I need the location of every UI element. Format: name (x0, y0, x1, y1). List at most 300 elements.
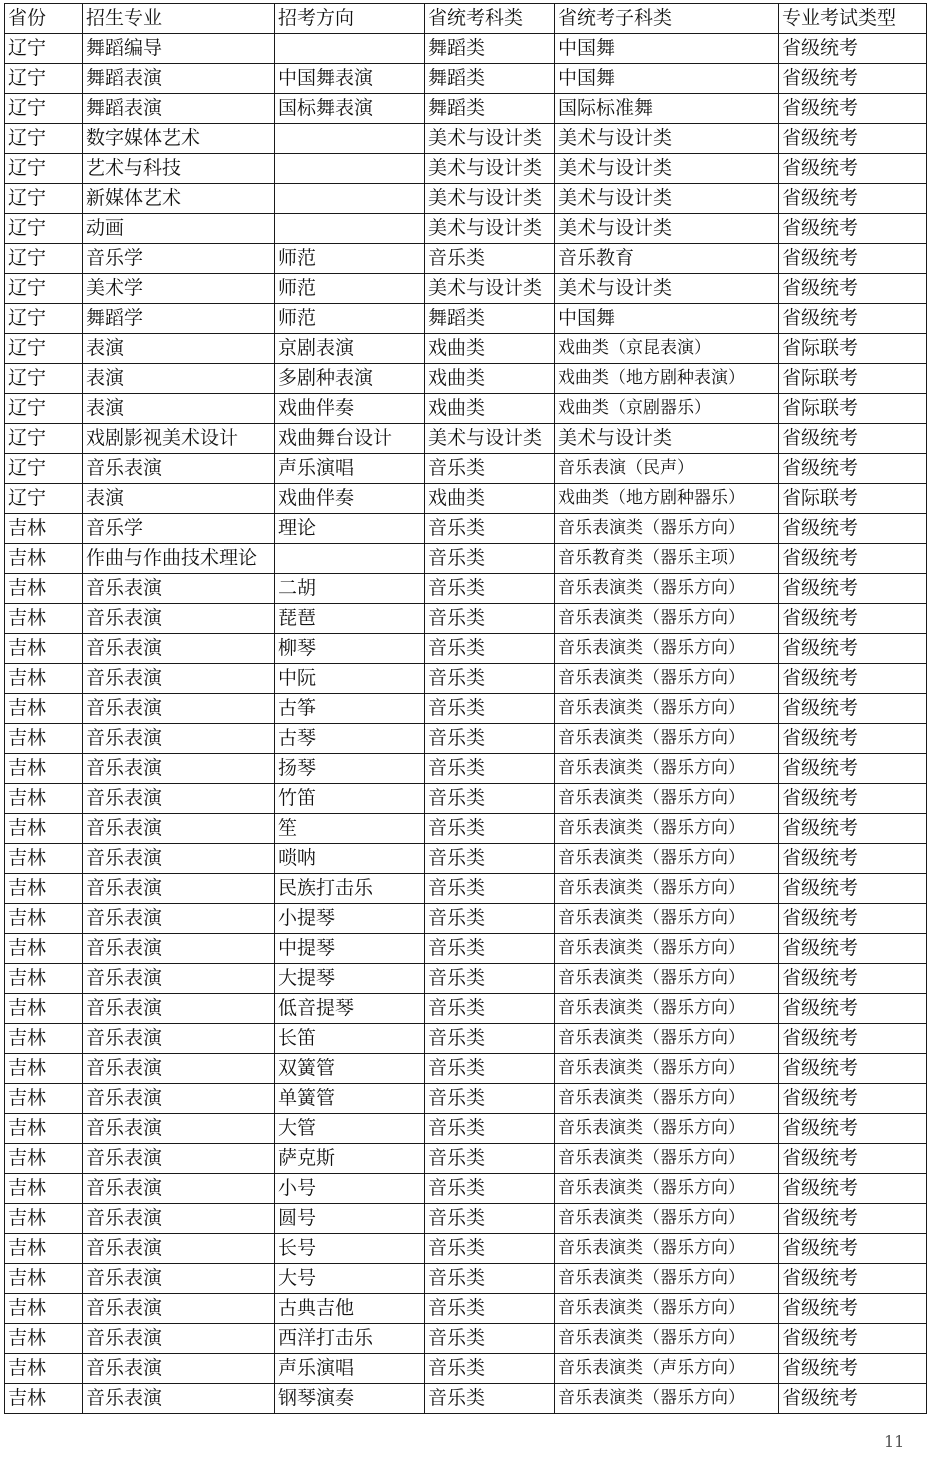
cell-direction: 民族打击乐 (275, 874, 425, 904)
cell-exam-type: 省级统考 (779, 154, 927, 184)
cell-exam-category: 音乐类 (425, 1294, 555, 1324)
cell-province: 辽宁 (5, 304, 83, 334)
cell-province: 吉林 (5, 784, 83, 814)
cell-province: 辽宁 (5, 454, 83, 484)
admissions-table (4, 3, 927, 1414)
cell-direction: 竹笛 (275, 784, 425, 814)
cell-province: 辽宁 (5, 214, 83, 244)
cell-exam-type: 省级统考 (779, 934, 927, 964)
cell-exam-type: 省级统考 (779, 1324, 927, 1354)
cell-exam-subcategory: 美术与设计类 (555, 154, 779, 184)
cell-direction: 双簧管 (275, 1054, 425, 1084)
cell-direction: 长号 (275, 1234, 425, 1264)
cell-major: 音乐表演 (83, 1054, 275, 1084)
cell-exam-category: 音乐类 (425, 904, 555, 934)
table-row (5, 1324, 927, 1354)
cell-exam-subcategory: 国际标准舞 (555, 94, 779, 124)
cell-exam-category: 音乐类 (425, 874, 555, 904)
cell-province: 吉林 (5, 1084, 83, 1114)
cell-exam-category: 音乐类 (425, 514, 555, 544)
cell-major: 音乐学 (83, 244, 275, 274)
cell-direction: 师范 (275, 244, 425, 274)
cell-direction: 圆号 (275, 1204, 425, 1234)
cell-exam-subcategory: 戏曲类（京昆表演） (555, 334, 779, 364)
cell-exam-subcategory: 美术与设计类 (555, 124, 779, 154)
cell-exam-category: 美术与设计类 (425, 424, 555, 454)
cell-province: 吉林 (5, 664, 83, 694)
table-row (5, 1174, 927, 1204)
header-exam-type: 专业考试类型 (779, 4, 927, 34)
cell-province: 吉林 (5, 1204, 83, 1234)
cell-province: 吉林 (5, 1144, 83, 1174)
cell-major: 美术学 (83, 274, 275, 304)
cell-exam-subcategory: 音乐表演类（器乐方向） (555, 844, 779, 874)
header-province: 省份 (5, 4, 83, 34)
cell-exam-category: 音乐类 (425, 1264, 555, 1294)
cell-exam-type: 省级统考 (779, 94, 927, 124)
cell-exam-subcategory: 音乐表演类（器乐方向） (555, 1204, 779, 1234)
cell-major: 新媒体艺术 (83, 184, 275, 214)
cell-direction: 唢呐 (275, 844, 425, 874)
cell-exam-category: 音乐类 (425, 1204, 555, 1234)
cell-exam-type: 省级统考 (779, 184, 927, 214)
cell-province: 吉林 (5, 634, 83, 664)
cell-exam-category: 舞蹈类 (425, 304, 555, 334)
cell-exam-type: 省级统考 (779, 214, 927, 244)
cell-major: 音乐表演 (83, 454, 275, 484)
cell-direction: 大提琴 (275, 964, 425, 994)
cell-exam-category: 音乐类 (425, 1174, 555, 1204)
cell-exam-type: 省级统考 (779, 604, 927, 634)
cell-province: 吉林 (5, 964, 83, 994)
cell-exam-subcategory: 美术与设计类 (555, 424, 779, 454)
cell-province: 辽宁 (5, 94, 83, 124)
cell-exam-category: 音乐类 (425, 634, 555, 664)
cell-direction: 小号 (275, 1174, 425, 1204)
cell-exam-category: 音乐类 (425, 754, 555, 784)
cell-major: 作曲与作曲技术理论 (83, 544, 275, 574)
cell-exam-subcategory: 音乐表演类（器乐方向） (555, 604, 779, 634)
cell-major: 音乐表演 (83, 964, 275, 994)
cell-exam-subcategory: 中国舞 (555, 64, 779, 94)
cell-exam-category: 舞蹈类 (425, 34, 555, 64)
table-row (5, 574, 927, 604)
cell-exam-category: 舞蹈类 (425, 94, 555, 124)
table-row (5, 1294, 927, 1324)
cell-exam-category: 戏曲类 (425, 394, 555, 424)
cell-province: 吉林 (5, 514, 83, 544)
table-row (5, 304, 927, 334)
table-row (5, 1354, 927, 1384)
cell-exam-subcategory: 音乐表演（民声） (555, 454, 779, 484)
cell-exam-type: 省级统考 (779, 694, 927, 724)
cell-major: 舞蹈学 (83, 304, 275, 334)
cell-major: 音乐表演 (83, 694, 275, 724)
table-row (5, 394, 927, 424)
header-exam-subcategory: 省统考子科类 (555, 4, 779, 34)
cell-major: 音乐表演 (83, 1024, 275, 1054)
cell-exam-category: 音乐类 (425, 664, 555, 694)
table-row (5, 724, 927, 754)
cell-direction (275, 34, 425, 64)
cell-exam-type: 省级统考 (779, 124, 927, 154)
cell-province: 吉林 (5, 1324, 83, 1354)
cell-direction: 理论 (275, 514, 425, 544)
cell-exam-category: 舞蹈类 (425, 64, 555, 94)
cell-direction: 小提琴 (275, 904, 425, 934)
cell-exam-type: 省级统考 (779, 1204, 927, 1234)
table-row (5, 214, 927, 244)
header-direction: 招考方向 (275, 4, 425, 34)
table-row (5, 64, 927, 94)
cell-exam-type: 省级统考 (779, 1234, 927, 1264)
cell-exam-type: 省际联考 (779, 364, 927, 394)
table-row (5, 1084, 927, 1114)
cell-province: 吉林 (5, 844, 83, 874)
cell-direction: 国标舞表演 (275, 94, 425, 124)
cell-direction: 声乐演唱 (275, 1354, 425, 1384)
table-row (5, 994, 927, 1024)
table-row (5, 424, 927, 454)
cell-direction: 单簧管 (275, 1084, 425, 1114)
cell-exam-type: 省级统考 (779, 34, 927, 64)
cell-major: 音乐表演 (83, 1234, 275, 1264)
cell-direction (275, 544, 425, 574)
cell-direction: 古典吉他 (275, 1294, 425, 1324)
cell-province: 吉林 (5, 1384, 83, 1414)
cell-exam-category: 音乐类 (425, 784, 555, 814)
cell-exam-category: 美术与设计类 (425, 214, 555, 244)
cell-exam-type: 省级统考 (779, 454, 927, 484)
cell-exam-category: 音乐类 (425, 1054, 555, 1084)
cell-exam-category: 美术与设计类 (425, 274, 555, 304)
cell-province: 辽宁 (5, 34, 83, 64)
table-row (5, 484, 927, 514)
cell-major: 动画 (83, 214, 275, 244)
table-row (5, 544, 927, 574)
cell-exam-category: 音乐类 (425, 934, 555, 964)
cell-direction: 琵琶 (275, 604, 425, 634)
cell-exam-subcategory: 音乐表演类（器乐方向） (555, 574, 779, 604)
cell-exam-subcategory: 音乐表演类（器乐方向） (555, 1324, 779, 1354)
cell-province: 吉林 (5, 1264, 83, 1294)
cell-province: 辽宁 (5, 394, 83, 424)
cell-exam-subcategory: 音乐表演类（器乐方向） (555, 874, 779, 904)
cell-exam-type: 省际联考 (779, 394, 927, 424)
cell-exam-type: 省级统考 (779, 994, 927, 1024)
cell-exam-category: 戏曲类 (425, 484, 555, 514)
cell-exam-type: 省级统考 (779, 304, 927, 334)
cell-province: 辽宁 (5, 334, 83, 364)
cell-major: 音乐表演 (83, 784, 275, 814)
table-row (5, 454, 927, 484)
table-row (5, 514, 927, 544)
cell-major: 音乐表演 (83, 1174, 275, 1204)
cell-exam-type: 省级统考 (779, 1384, 927, 1414)
cell-exam-category: 音乐类 (425, 814, 555, 844)
cell-exam-type: 省级统考 (779, 844, 927, 874)
cell-province: 辽宁 (5, 124, 83, 154)
cell-direction: 大管 (275, 1114, 425, 1144)
cell-exam-type: 省级统考 (779, 814, 927, 844)
cell-exam-type: 省级统考 (779, 424, 927, 454)
cell-province: 辽宁 (5, 424, 83, 454)
cell-province: 吉林 (5, 1054, 83, 1084)
cell-exam-category: 音乐类 (425, 544, 555, 574)
cell-exam-subcategory: 音乐教育 (555, 244, 779, 274)
cell-province: 辽宁 (5, 364, 83, 394)
cell-exam-category: 音乐类 (425, 1114, 555, 1144)
cell-exam-category: 音乐类 (425, 1234, 555, 1264)
cell-major: 音乐表演 (83, 994, 275, 1024)
cell-major: 音乐表演 (83, 1204, 275, 1234)
header-exam-category: 省统考科类 (425, 4, 555, 34)
cell-major: 音乐表演 (83, 1354, 275, 1384)
cell-province: 吉林 (5, 874, 83, 904)
cell-direction: 低音提琴 (275, 994, 425, 1024)
cell-exam-subcategory: 音乐表演类（器乐方向） (555, 1174, 779, 1204)
table-row (5, 1384, 927, 1414)
cell-province: 吉林 (5, 574, 83, 604)
cell-exam-category: 音乐类 (425, 454, 555, 484)
cell-major: 音乐表演 (83, 1264, 275, 1294)
table-row (5, 154, 927, 184)
cell-direction: 西洋打击乐 (275, 1324, 425, 1354)
cell-major: 表演 (83, 334, 275, 364)
table-row (5, 694, 927, 724)
cell-province: 辽宁 (5, 244, 83, 274)
cell-province: 吉林 (5, 1234, 83, 1264)
cell-exam-subcategory: 中国舞 (555, 34, 779, 64)
table-row (5, 844, 927, 874)
cell-major: 音乐表演 (83, 754, 275, 784)
cell-major: 音乐表演 (83, 724, 275, 754)
cell-exam-type: 省级统考 (779, 1264, 927, 1294)
cell-exam-type: 省际联考 (779, 334, 927, 364)
cell-exam-type: 省级统考 (779, 1024, 927, 1054)
cell-province: 吉林 (5, 904, 83, 934)
cell-exam-subcategory: 音乐表演类（器乐方向） (555, 1054, 779, 1084)
table-row (5, 664, 927, 694)
cell-major: 音乐表演 (83, 664, 275, 694)
cell-exam-category: 音乐类 (425, 994, 555, 1024)
cell-exam-subcategory: 音乐表演类（器乐方向） (555, 754, 779, 784)
cell-direction: 中阮 (275, 664, 425, 694)
cell-major: 音乐表演 (83, 1384, 275, 1414)
table-row (5, 964, 927, 994)
cell-exam-category: 戏曲类 (425, 334, 555, 364)
table-row (5, 124, 927, 154)
table-row (5, 904, 927, 934)
cell-exam-type: 省级统考 (779, 784, 927, 814)
cell-direction: 古筝 (275, 694, 425, 724)
cell-exam-type: 省级统考 (779, 1354, 927, 1384)
cell-major: 数字媒体艺术 (83, 124, 275, 154)
table-row (5, 934, 927, 964)
cell-direction: 中国舞表演 (275, 64, 425, 94)
cell-exam-subcategory: 音乐表演类（器乐方向） (555, 904, 779, 934)
table-row (5, 34, 927, 64)
cell-exam-category: 音乐类 (425, 1084, 555, 1114)
cell-exam-category: 音乐类 (425, 1144, 555, 1174)
table-header-row (5, 4, 927, 34)
cell-province: 辽宁 (5, 274, 83, 304)
cell-exam-subcategory: 音乐表演类（器乐方向） (555, 1234, 779, 1264)
cell-exam-type: 省级统考 (779, 1144, 927, 1174)
cell-exam-category: 美术与设计类 (425, 124, 555, 154)
cell-major: 音乐学 (83, 514, 275, 544)
cell-direction (275, 184, 425, 214)
table-row (5, 1204, 927, 1234)
cell-exam-subcategory: 戏曲类（地方剧种器乐） (555, 484, 779, 514)
table-row (5, 814, 927, 844)
cell-province: 吉林 (5, 1174, 83, 1204)
table-row (5, 604, 927, 634)
table-row (5, 874, 927, 904)
cell-exam-type: 省级统考 (779, 274, 927, 304)
cell-major: 舞蹈表演 (83, 94, 275, 124)
cell-exam-subcategory: 音乐表演类（器乐方向） (555, 1294, 779, 1324)
cell-direction: 萨克斯 (275, 1144, 425, 1174)
cell-direction: 二胡 (275, 574, 425, 604)
cell-major: 音乐表演 (83, 874, 275, 904)
cell-direction: 钢琴演奏 (275, 1384, 425, 1414)
cell-exam-subcategory: 音乐表演类（器乐方向） (555, 514, 779, 544)
cell-province: 吉林 (5, 724, 83, 754)
cell-exam-type: 省级统考 (779, 514, 927, 544)
cell-direction (275, 214, 425, 244)
cell-exam-subcategory: 音乐表演类（器乐方向） (555, 1384, 779, 1414)
cell-exam-type: 省级统考 (779, 1084, 927, 1114)
cell-major: 表演 (83, 394, 275, 424)
cell-province: 辽宁 (5, 64, 83, 94)
table-row (5, 1054, 927, 1084)
cell-exam-category: 音乐类 (425, 964, 555, 994)
cell-exam-category: 音乐类 (425, 1354, 555, 1384)
cell-direction: 师范 (275, 274, 425, 304)
cell-direction: 笙 (275, 814, 425, 844)
cell-exam-subcategory: 音乐表演类（器乐方向） (555, 784, 779, 814)
cell-exam-subcategory: 音乐教育类（器乐主项） (555, 544, 779, 574)
cell-exam-subcategory: 音乐表演类（声乐方向） (555, 1354, 779, 1384)
cell-major: 音乐表演 (83, 1084, 275, 1114)
cell-province: 吉林 (5, 544, 83, 574)
cell-exam-type: 省级统考 (779, 904, 927, 934)
cell-major: 音乐表演 (83, 1294, 275, 1324)
cell-major: 戏剧影视美术设计 (83, 424, 275, 454)
cell-major: 表演 (83, 364, 275, 394)
cell-exam-subcategory: 中国舞 (555, 304, 779, 334)
cell-direction: 中提琴 (275, 934, 425, 964)
cell-direction: 多剧种表演 (275, 364, 425, 394)
cell-exam-subcategory: 音乐表演类（器乐方向） (555, 964, 779, 994)
cell-direction: 古琴 (275, 724, 425, 754)
table-row (5, 274, 927, 304)
cell-exam-category: 音乐类 (425, 724, 555, 754)
cell-major: 舞蹈表演 (83, 64, 275, 94)
cell-exam-type: 省级统考 (779, 874, 927, 904)
cell-exam-subcategory: 音乐表演类（器乐方向） (555, 1264, 779, 1294)
cell-exam-type: 省级统考 (779, 1294, 927, 1324)
cell-province: 吉林 (5, 604, 83, 634)
cell-province: 吉林 (5, 694, 83, 724)
table-row (5, 754, 927, 784)
cell-direction (275, 154, 425, 184)
table-row (5, 1144, 927, 1174)
cell-major: 音乐表演 (83, 1114, 275, 1144)
cell-province: 辽宁 (5, 184, 83, 214)
table-row (5, 634, 927, 664)
cell-exam-subcategory: 音乐表演类（器乐方向） (555, 934, 779, 964)
cell-exam-subcategory: 音乐表演类（器乐方向） (555, 994, 779, 1024)
cell-direction: 戏曲伴奏 (275, 394, 425, 424)
cell-major: 艺术与科技 (83, 154, 275, 184)
cell-exam-type: 省级统考 (779, 634, 927, 664)
cell-major: 音乐表演 (83, 1144, 275, 1174)
cell-exam-category: 音乐类 (425, 694, 555, 724)
cell-exam-subcategory: 音乐表演类（器乐方向） (555, 724, 779, 754)
page-number: 11 (884, 1432, 905, 1451)
cell-province: 吉林 (5, 1294, 83, 1324)
cell-exam-type: 省级统考 (779, 664, 927, 694)
cell-province: 吉林 (5, 754, 83, 784)
cell-exam-subcategory: 音乐表演类（器乐方向） (555, 694, 779, 724)
table-row (5, 334, 927, 364)
table-row (5, 1114, 927, 1144)
cell-exam-type: 省级统考 (779, 754, 927, 784)
cell-exam-subcategory: 美术与设计类 (555, 274, 779, 304)
cell-direction: 戏曲舞台设计 (275, 424, 425, 454)
cell-exam-subcategory: 戏曲类（地方剧种表演） (555, 364, 779, 394)
cell-direction: 戏曲伴奏 (275, 484, 425, 514)
cell-exam-category: 音乐类 (425, 1324, 555, 1354)
cell-major: 音乐表演 (83, 574, 275, 604)
cell-province: 辽宁 (5, 154, 83, 184)
table-row (5, 1264, 927, 1294)
cell-major: 音乐表演 (83, 934, 275, 964)
cell-province: 吉林 (5, 1114, 83, 1144)
cell-exam-category: 戏曲类 (425, 364, 555, 394)
table-row (5, 1234, 927, 1264)
cell-direction: 长笛 (275, 1024, 425, 1054)
cell-exam-category: 美术与设计类 (425, 184, 555, 214)
cell-exam-category: 音乐类 (425, 1024, 555, 1054)
cell-province: 辽宁 (5, 484, 83, 514)
cell-major: 音乐表演 (83, 634, 275, 664)
cell-major: 表演 (83, 484, 275, 514)
table-row (5, 184, 927, 214)
cell-major: 音乐表演 (83, 904, 275, 934)
table-row (5, 94, 927, 124)
cell-direction (275, 124, 425, 154)
cell-exam-subcategory: 美术与设计类 (555, 184, 779, 214)
cell-exam-subcategory: 音乐表演类（器乐方向） (555, 814, 779, 844)
cell-exam-category: 音乐类 (425, 574, 555, 604)
cell-exam-subcategory: 音乐表演类（器乐方向） (555, 1114, 779, 1144)
cell-exam-category: 音乐类 (425, 1384, 555, 1414)
cell-province: 吉林 (5, 934, 83, 964)
cell-exam-type: 省级统考 (779, 1174, 927, 1204)
cell-exam-type: 省级统考 (779, 574, 927, 604)
cell-exam-subcategory: 音乐表演类（器乐方向） (555, 664, 779, 694)
cell-exam-type: 省级统考 (779, 64, 927, 94)
cell-exam-subcategory: 音乐表演类（器乐方向） (555, 1024, 779, 1054)
cell-exam-subcategory: 美术与设计类 (555, 214, 779, 244)
cell-direction: 柳琴 (275, 634, 425, 664)
cell-exam-type: 省级统考 (779, 964, 927, 994)
cell-direction: 大号 (275, 1264, 425, 1294)
cell-direction: 声乐演唱 (275, 454, 425, 484)
